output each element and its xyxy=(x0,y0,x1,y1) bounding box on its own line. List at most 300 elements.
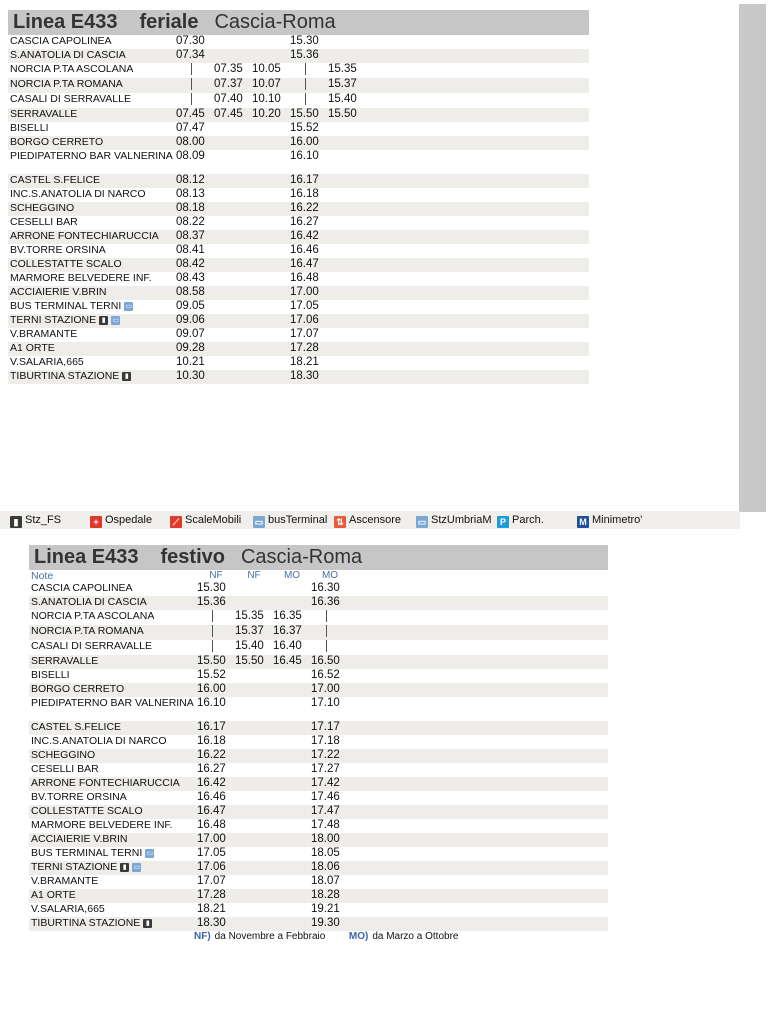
stop-cell xyxy=(29,819,197,833)
departure-time xyxy=(235,697,273,721)
departure-time: 10.30 xyxy=(176,370,214,384)
stop-cell xyxy=(8,272,176,286)
departure-time xyxy=(252,300,290,314)
departure-time: 17.10 xyxy=(311,697,340,709)
departure-time: 15.52 xyxy=(197,669,226,681)
stop-name: ARRONE FONTECHIARUCCIA xyxy=(10,230,159,242)
departure-time: 16.52 xyxy=(311,669,340,681)
pass-through-marker xyxy=(305,63,306,75)
pass-through-marker xyxy=(305,93,306,105)
departure-time xyxy=(252,272,290,286)
departure-time xyxy=(214,35,252,49)
departure-time: 16.46 xyxy=(197,791,226,803)
table-row xyxy=(8,244,589,258)
stop-name: BORGO CERRETO xyxy=(31,683,125,695)
stop-name: BV.TORRE ORSINA xyxy=(10,244,106,256)
stop-name: ACCIAIERIE V.BRIN xyxy=(31,833,128,845)
departure-time xyxy=(214,300,252,314)
table-row xyxy=(8,342,589,356)
legend-item xyxy=(170,511,241,529)
departure-time: 08.37 xyxy=(176,230,214,244)
timetable-title-feriale xyxy=(8,10,589,35)
stop-name: S.ANATOLIA DI CASCIA xyxy=(31,596,147,608)
departure-time xyxy=(214,356,252,370)
departure-time: 15.36 xyxy=(290,49,328,63)
departure-time xyxy=(235,669,273,683)
table-row xyxy=(8,370,589,384)
departure-time: 16.18 xyxy=(290,188,319,200)
departure-time: 07.34 xyxy=(176,49,214,63)
legend-label: Parch. xyxy=(512,514,544,526)
pass-through-marker xyxy=(305,78,306,90)
departure-time: 18.00 xyxy=(311,833,349,847)
departure-time xyxy=(214,328,252,342)
stz-fs-icon: ▮ xyxy=(120,863,129,872)
timetable-feriale xyxy=(8,35,589,384)
departure-time: 17.46 xyxy=(311,791,340,803)
bus-terminal-icon: ▭ xyxy=(254,517,264,527)
pass-through-marker xyxy=(212,610,213,622)
departure-time xyxy=(252,370,290,384)
departure-time: 16.00 xyxy=(290,136,328,150)
icon-legend xyxy=(0,511,740,529)
departure-time: 10.07 xyxy=(252,78,290,93)
legend-item xyxy=(497,511,544,529)
stop-cell xyxy=(8,35,176,49)
stop-cell xyxy=(8,342,176,356)
departure-time xyxy=(273,805,311,819)
departure-time xyxy=(273,819,311,833)
departure-time xyxy=(176,78,214,93)
stop-name: S.ANATOLIA DI CASCIA xyxy=(10,49,126,61)
departure-time: 16.40 xyxy=(273,640,302,652)
departure-time: 17.07 xyxy=(197,875,226,887)
departure-time: 07.40 xyxy=(214,93,243,105)
departure-time xyxy=(273,596,311,610)
departure-time xyxy=(235,805,273,819)
departure-time xyxy=(273,683,311,697)
stop-name: BISELLI xyxy=(31,669,70,681)
departure-time xyxy=(252,286,290,300)
departure-time xyxy=(273,917,311,931)
departure-time: 17.22 xyxy=(311,749,349,763)
departure-time: 16.48 xyxy=(197,819,226,831)
stop-cell xyxy=(29,791,197,805)
pass-through-marker xyxy=(326,640,327,652)
departure-time: 16.17 xyxy=(197,721,235,735)
stop-name: NORCIA P.TA ASCOLANA xyxy=(31,610,155,622)
table-row xyxy=(8,202,589,216)
departure-time: 16.10 xyxy=(290,150,319,162)
departure-time xyxy=(252,258,290,272)
table-row xyxy=(8,328,589,342)
table-row xyxy=(29,669,608,683)
stop-name: CASALI DI SERRAVALLE xyxy=(10,93,131,105)
table-row xyxy=(29,749,608,763)
departure-time xyxy=(176,93,214,108)
line-name: Linea E433 xyxy=(13,11,118,33)
stop-name: COLLESTATTE SCALO xyxy=(31,805,143,817)
departure-time: 10.05 xyxy=(252,63,281,75)
stop-cell xyxy=(29,777,197,791)
table-row xyxy=(29,610,608,625)
departure-time xyxy=(273,875,311,889)
stop-cell xyxy=(29,655,197,669)
departure-time xyxy=(311,625,349,640)
departure-time xyxy=(252,244,290,258)
departure-time: 08.09 xyxy=(176,150,205,162)
legend-label: Minimetro' xyxy=(592,514,643,526)
stop-cell xyxy=(8,174,176,188)
departure-time: 16.48 xyxy=(290,272,319,284)
departure-time xyxy=(273,777,311,791)
stop-name: CASCIA CAPOLINEA xyxy=(10,35,112,47)
stop-cell xyxy=(29,582,197,596)
departure-time: 16.27 xyxy=(290,216,319,228)
departure-time xyxy=(214,314,252,328)
table-row xyxy=(29,721,608,735)
departure-time: 17.05 xyxy=(197,847,226,859)
departure-time xyxy=(328,300,366,314)
table-row xyxy=(29,847,608,861)
departure-time xyxy=(252,230,290,244)
stop-cell xyxy=(8,63,176,78)
departure-time xyxy=(235,847,273,861)
departure-time: 15.30 xyxy=(197,582,226,594)
stop-cell xyxy=(8,328,176,342)
departure-time xyxy=(214,286,252,300)
stop-name: TIBURTINA STAZIONE xyxy=(10,370,120,382)
departure-time xyxy=(328,258,366,272)
departure-time: 15.30 xyxy=(290,35,319,47)
departure-time xyxy=(328,35,366,49)
stop-name: CASALI DI SERRAVALLE xyxy=(31,640,152,652)
departure-time xyxy=(214,150,252,174)
route-name: Cascia-Roma xyxy=(240,546,363,568)
departure-time xyxy=(235,596,273,610)
departure-time: 15.37 xyxy=(328,78,366,93)
footnote-text: da Marzo a Ottobre xyxy=(372,931,459,942)
departure-time: 17.00 xyxy=(197,833,235,847)
departure-time xyxy=(328,356,366,370)
departure-time: 08.43 xyxy=(176,272,205,284)
stop-name: MARMORE BELVEDERE INF. xyxy=(31,819,173,831)
departure-time xyxy=(328,136,366,150)
departure-time: 15.50 xyxy=(328,108,366,122)
stop-cell xyxy=(8,150,176,174)
departure-time: 18.07 xyxy=(311,875,340,887)
stz-fs-icon: ▮ xyxy=(10,516,22,528)
stop-cell xyxy=(29,903,197,917)
table-row xyxy=(8,356,589,370)
departure-time: 17.17 xyxy=(311,721,349,735)
departure-time xyxy=(273,735,311,749)
departure-time: 17.06 xyxy=(197,861,235,875)
stop-cell xyxy=(29,683,197,697)
departure-time xyxy=(273,697,311,721)
departure-time xyxy=(273,903,311,917)
departure-time xyxy=(235,917,273,931)
legend-item xyxy=(577,511,642,529)
service-kind: festivo xyxy=(160,546,225,568)
stop-cell xyxy=(8,49,176,63)
departure-time xyxy=(273,861,311,875)
departure-time xyxy=(290,78,328,93)
stop-name: V.SALARIA,665 xyxy=(10,356,84,368)
elevator-icon: ⇅ xyxy=(334,516,346,528)
stop-cell xyxy=(29,847,197,861)
departure-time xyxy=(273,847,311,861)
stz-fs-icon: ▮ xyxy=(143,919,152,928)
stop-name: SCHEGGINO xyxy=(31,749,96,761)
departure-time xyxy=(328,174,366,188)
departure-time: 09.28 xyxy=(176,342,214,356)
stop-name: CASCIA CAPOLINEA xyxy=(31,582,133,594)
table-row xyxy=(8,122,589,136)
departure-time xyxy=(197,640,235,655)
departure-time: 08.00 xyxy=(176,136,214,150)
departure-time xyxy=(328,49,366,63)
departure-time xyxy=(235,903,273,917)
vertical-scrollbar[interactable] xyxy=(739,4,766,512)
departure-time xyxy=(235,861,273,875)
stop-cell xyxy=(8,188,176,202)
stop-cell xyxy=(8,202,176,216)
stop-name: NORCIA P.TA ROMANA xyxy=(31,625,144,637)
departure-time: 16.37 xyxy=(273,625,311,640)
departure-time: 15.37 xyxy=(235,625,273,640)
departure-time xyxy=(273,721,311,735)
table-row xyxy=(29,735,608,749)
escalator-icon: ⟋ xyxy=(170,516,182,528)
table-row xyxy=(29,625,608,640)
departure-time xyxy=(214,174,252,188)
departure-time xyxy=(328,370,366,384)
stop-cell xyxy=(29,833,197,847)
stop-name: BUS TERMINAL TERNI xyxy=(31,847,143,859)
departure-time: 16.50 xyxy=(311,655,349,669)
table-row xyxy=(8,300,589,314)
table-row xyxy=(29,763,608,777)
table-row xyxy=(29,596,608,610)
departure-time: 07.45 xyxy=(176,108,214,122)
departure-time: 18.05 xyxy=(311,847,340,859)
stop-cell xyxy=(8,356,176,370)
departure-time: 15.50 xyxy=(197,655,235,669)
stop-name: A1 ORTE xyxy=(10,342,55,354)
departure-time xyxy=(273,763,311,777)
departure-time xyxy=(214,342,252,356)
table-row xyxy=(8,286,589,300)
departure-time: 15.36 xyxy=(197,596,235,610)
stop-cell xyxy=(29,610,197,625)
stop-name: CESELLI BAR xyxy=(10,216,78,228)
departure-time xyxy=(235,763,273,777)
legend-label: ScaleMobili xyxy=(185,514,242,526)
stop-name: COLLESTATTE SCALO xyxy=(10,258,122,270)
departure-time xyxy=(290,93,328,108)
stop-name: SERRAVALLE xyxy=(31,655,99,667)
departure-time xyxy=(252,122,290,136)
legend-label: busTerminal xyxy=(268,514,328,526)
parking-icon: P xyxy=(497,516,509,528)
departure-time: 09.05 xyxy=(176,300,205,312)
departure-time xyxy=(214,244,252,258)
table-row xyxy=(8,78,589,93)
legend-label: Ascensore xyxy=(349,514,401,526)
stop-cell xyxy=(29,875,197,889)
stop-cell xyxy=(8,78,176,93)
departure-time xyxy=(235,777,273,791)
note-code: MO xyxy=(283,570,301,581)
departure-time xyxy=(235,819,273,833)
stop-cell xyxy=(8,244,176,258)
departure-time xyxy=(252,314,290,328)
departure-time xyxy=(252,136,290,150)
stop-name: TERNI STAZIONE xyxy=(10,314,97,326)
departure-time: 15.40 xyxy=(235,640,264,652)
departure-time xyxy=(328,202,366,216)
stz-fs-icon: ▮ xyxy=(99,316,108,325)
stop-cell xyxy=(8,370,176,384)
table-row xyxy=(29,833,608,847)
stop-cell xyxy=(8,286,176,300)
departure-time: 08.12 xyxy=(176,174,214,188)
stop-cell xyxy=(29,735,197,749)
stop-cell xyxy=(29,763,197,777)
table-row xyxy=(8,35,589,49)
departure-time: 16.42 xyxy=(290,230,328,244)
table-row xyxy=(29,875,608,889)
stz-fs-icon: ▮ xyxy=(122,372,131,381)
stop-cell xyxy=(8,300,176,314)
departure-time xyxy=(235,791,273,805)
departure-time xyxy=(214,122,252,136)
legend-item xyxy=(10,511,61,529)
table-row xyxy=(29,640,608,655)
departure-time xyxy=(273,582,311,596)
departure-time xyxy=(214,188,252,202)
stop-cell xyxy=(8,136,176,150)
stz-umbria-icon: ▭ xyxy=(112,316,119,324)
table-row xyxy=(8,272,589,286)
stop-name: A1 ORTE xyxy=(31,889,76,901)
stop-cell xyxy=(8,122,176,136)
legend-item xyxy=(90,511,152,529)
departure-time xyxy=(252,49,290,63)
departure-time: 16.00 xyxy=(197,683,235,697)
stop-name: BV.TORRE ORSINA xyxy=(31,791,127,803)
departure-time xyxy=(273,749,311,763)
stop-cell xyxy=(29,861,197,875)
departure-time xyxy=(252,174,290,188)
departure-time: 18.21 xyxy=(290,356,319,368)
departure-time xyxy=(328,216,366,230)
table-row xyxy=(8,150,589,174)
pass-through-marker xyxy=(326,610,327,622)
departure-time xyxy=(235,889,273,903)
departure-time: 17.05 xyxy=(290,300,319,312)
departure-time: 18.30 xyxy=(290,370,328,384)
departure-time xyxy=(197,610,235,625)
departure-time: 09.06 xyxy=(176,314,214,328)
stop-name: NORCIA P.TA ASCOLANA xyxy=(10,63,134,75)
table-row xyxy=(8,314,589,328)
departure-time: 07.30 xyxy=(176,35,205,47)
table-row xyxy=(29,777,608,791)
departure-time: 17.48 xyxy=(311,819,340,831)
departure-time: 18.21 xyxy=(197,903,226,915)
departure-time: 18.28 xyxy=(311,889,349,903)
departure-time: 15.35 xyxy=(328,63,357,75)
hospital-icon: + xyxy=(90,516,102,528)
note-code: NF xyxy=(247,570,261,581)
footnote-key: MO) xyxy=(348,931,369,942)
departure-time: 09.07 xyxy=(176,328,205,340)
stop-cell xyxy=(8,216,176,230)
stop-cell xyxy=(8,258,176,272)
departure-time xyxy=(252,216,290,230)
departure-time xyxy=(273,889,311,903)
departure-time: 08.58 xyxy=(176,286,214,300)
departure-time xyxy=(214,216,252,230)
stop-name: INC.S.ANATOLIA DI NARCO xyxy=(10,188,146,200)
stop-cell xyxy=(29,749,197,763)
stop-name: SCHEGGINO xyxy=(10,202,75,214)
notes-label: Note xyxy=(31,570,54,582)
stop-cell xyxy=(8,230,176,244)
table-row xyxy=(29,861,608,875)
departure-time: 17.47 xyxy=(311,805,349,819)
footnote-text: da Novembre a Febbraio xyxy=(214,931,326,942)
departure-time: 17.28 xyxy=(290,342,328,356)
stz-umbria-icon: ▭ xyxy=(417,517,427,527)
table-row xyxy=(8,93,589,108)
departure-time: 10.21 xyxy=(176,356,205,368)
departure-time xyxy=(328,188,366,202)
stop-name: TIBURTINA STAZIONE xyxy=(31,917,141,929)
departure-time: 07.47 xyxy=(176,122,205,134)
departure-time xyxy=(311,640,349,655)
stop-name: INC.S.ANATOLIA DI NARCO xyxy=(31,735,167,747)
departure-time: 17.42 xyxy=(311,777,349,791)
footnote-key: NF) xyxy=(194,931,211,942)
pass-through-marker xyxy=(191,93,192,105)
departure-time: 16.30 xyxy=(311,582,340,594)
legend-item xyxy=(253,511,327,529)
departure-time: 15.50 xyxy=(290,108,328,122)
legend-item xyxy=(334,511,401,529)
departure-time: 16.36 xyxy=(311,596,349,610)
departure-time: 16.22 xyxy=(197,749,235,763)
departure-time xyxy=(273,669,311,683)
departure-time: 16.27 xyxy=(197,763,226,775)
departure-time: 08.18 xyxy=(176,202,214,216)
departure-time xyxy=(311,610,349,625)
stop-cell xyxy=(29,697,197,721)
departure-time: 07.35 xyxy=(214,63,243,75)
departure-time xyxy=(235,683,273,697)
departure-time xyxy=(328,230,366,244)
table-row xyxy=(8,258,589,272)
table-row xyxy=(8,174,589,188)
departure-time xyxy=(235,735,273,749)
footnotes xyxy=(194,931,458,942)
legend-label: Stz_FS xyxy=(25,514,62,526)
departure-time xyxy=(273,791,311,805)
departure-time xyxy=(252,342,290,356)
table-row xyxy=(29,917,608,931)
